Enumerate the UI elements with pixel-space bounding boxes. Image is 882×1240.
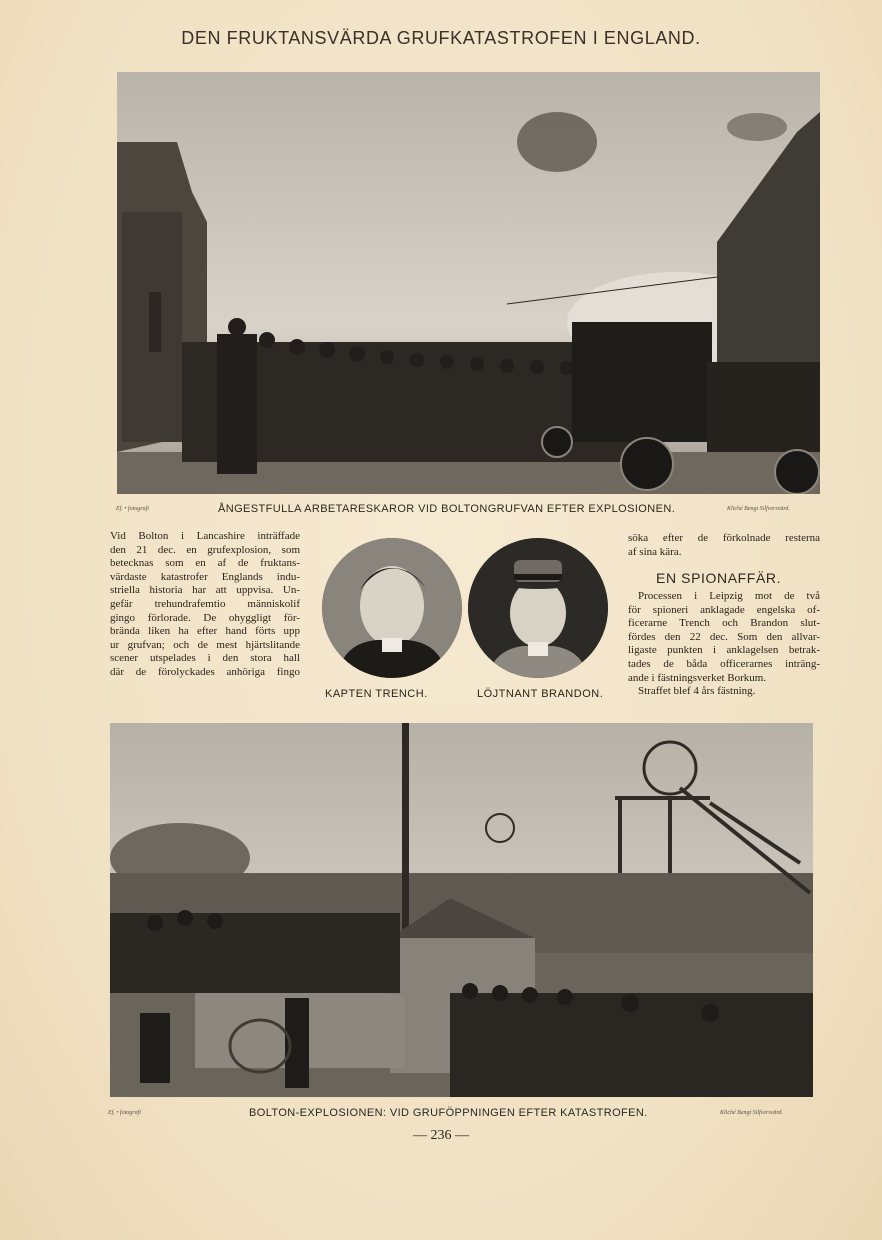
portrait-kapten-trench	[322, 538, 462, 678]
left-article-column	[110, 530, 300, 680]
photo2-caption: BOLTON-EXPLOSIONEN: VID GRUFÖPPNINGEN EFTER KATASTROFEN.	[249, 1107, 648, 1119]
text-line: tades de båda officerarnes inträng-	[628, 657, 820, 670]
text-line: Straffet blef 4 års fästning.	[638, 685, 756, 698]
text-line: den 21 dec. en grufexplosion, som	[110, 543, 300, 556]
text-line: ficerarne Trench och Brandon slut-	[628, 617, 820, 630]
photo2-credit-left: Ef. • fotografi	[108, 1110, 141, 1116]
text-line: där de förolyckades anhöriga fingo	[110, 665, 300, 678]
section-heading-spionaffar: EN SPIONAFFÄR.	[656, 570, 782, 586]
photo1-credit-right: Kliché Bengt Silfversvärd.	[727, 506, 790, 512]
photo-pit-opening	[110, 723, 813, 1097]
caption-kapten-trench: KAPTEN TRENCH.	[325, 688, 428, 700]
text-line: betecknas som en af de fruktans-	[110, 557, 300, 570]
photo1-caption: ÅNGESTFULLA ARBETARESKAROR VID BOLTONGRUFVAN EFTER EXPLOSIONEN.	[218, 503, 676, 515]
page-number: — 236 —	[413, 1128, 469, 1143]
text-line: söka efter de förkolnade resterna	[628, 532, 820, 544]
text-line: ur grufvan; och de mest hjärtslitande	[110, 638, 300, 651]
text-line: af sina kära.	[628, 545, 682, 558]
text-line: ande i fästningsverket Borkum.	[628, 671, 767, 684]
text-line: Processen i Leipzig mot de två	[638, 590, 820, 602]
text-line: brända liken ha efter hand förts upp	[110, 625, 300, 638]
photo-crowd-at-mine	[117, 72, 820, 494]
right-article-column	[628, 532, 820, 559]
text-line: för spioneri anklagade engelska of-	[628, 603, 820, 616]
caption-lojtnant-brandon: LÖJTNANT BRANDON.	[477, 688, 604, 700]
text-line: scener utspelades i den stora hall	[110, 652, 300, 665]
text-line: striella historia har att uppvisa. Un-	[110, 584, 300, 597]
photo2-credit-right: Kliché Bengt Silfversvärd.	[720, 1110, 783, 1116]
text-line: ligaste punkten i anklagelsen betrak-	[628, 644, 820, 657]
photo1-credit-left: Ef. • fotografi	[116, 506, 149, 512]
text-line: gingo förlorade. De ohyggligt för-	[110, 611, 300, 624]
text-line: Vid Bolton i Lancashire inträffade	[110, 530, 300, 542]
portrait-lojtnant-brandon	[468, 538, 608, 678]
page-headline: DEN FRUKTANSVÄRDA GRUFKATASTROFEN I ENGLAND.	[181, 28, 701, 48]
text-line: värdaste katastrofer Englands indu-	[110, 570, 300, 583]
spy-affair-paragraph	[628, 590, 820, 699]
text-line: gefär trehundrafemtio människolif	[110, 597, 300, 610]
text-line: fördes den 22 dec. Som den allvar-	[628, 630, 820, 643]
